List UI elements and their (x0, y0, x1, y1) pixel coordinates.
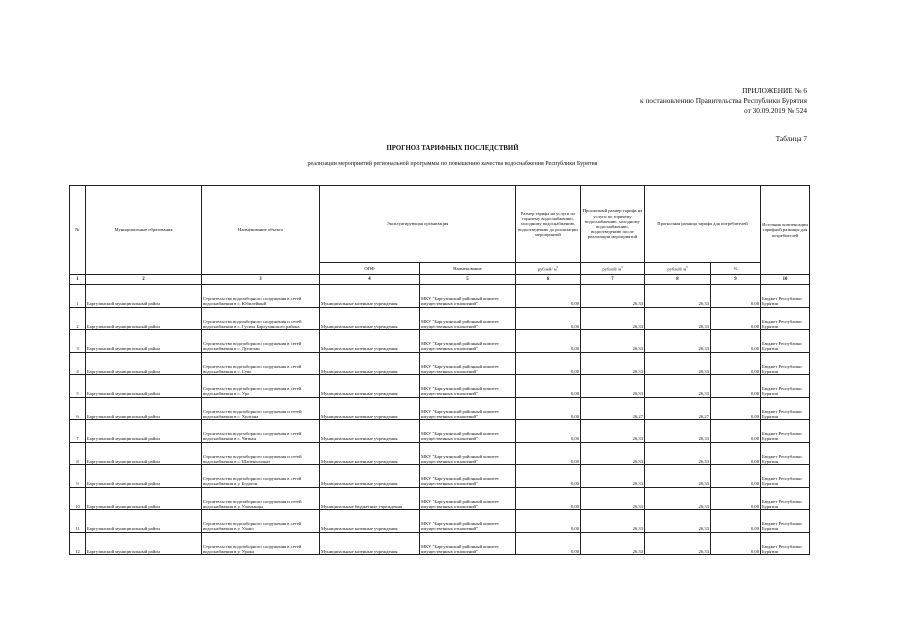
row-compensation: Бюджет Республики Бурятия (761, 532, 810, 555)
row-operator-name: МКУ "Баргузинский районный комитет имущественных отношений" (420, 510, 516, 533)
column-number: 4 (320, 275, 420, 285)
unit-text: рублей/ м (602, 266, 622, 272)
row-compensation: Бюджет Республики Бурятия (761, 442, 810, 465)
row-tariff-before: 0,00 (516, 420, 581, 443)
header-compensation: Источник компенсации тарифной разницы для потребителей (761, 186, 810, 275)
row-number: 1 (70, 285, 86, 308)
row-object: Строительство водозаборного сооружения в сетей водоснабжения в с. Читкан (202, 420, 320, 443)
appendix-header (640, 86, 807, 116)
row-operator-name: МКУ "Баргузинский районный комитет имущественных отношений" (420, 352, 516, 375)
row-tariff-growth: 26,33 (645, 375, 711, 398)
column-number: 1 (70, 275, 86, 285)
row-compensation: Бюджет Республики Бурятия (761, 375, 810, 398)
table-row (70, 465, 810, 488)
row-object: Строительство водозаборного сооружения в сетей водоснабжения в с. Душелан (202, 330, 320, 353)
row-opf: Муниципальные казенные учреждения (320, 510, 420, 533)
table-row (70, 397, 810, 420)
table-row (70, 307, 810, 330)
row-tariff-after: 26,33 (581, 375, 645, 398)
row-compensation: Бюджет Республики Бурятия (761, 352, 810, 375)
row-tariff-after: 26,33 (581, 442, 645, 465)
header-unit-pct: % (711, 263, 761, 275)
column-number: 7 (581, 275, 645, 285)
row-tariff-pct: 0,00 (711, 420, 761, 443)
appendix-line-3: от 30.09.2019 № 524 (744, 106, 807, 115)
row-operator-name: МКУ "Баргузинский районный комитет имущественных отношений" (420, 375, 516, 398)
row-operator-name: МКУ "Баргузинский районный комитет имущественных отношений" (420, 330, 516, 353)
row-tariff-growth: 26,33 (645, 487, 711, 510)
row-compensation: Бюджет Республики Бурятия (761, 465, 810, 488)
row-municipality: Баргузинский муниципальный район (86, 397, 202, 420)
row-tariff-growth: 26,33 (645, 465, 711, 488)
row-opf: Муниципальные казенные учреждения (320, 307, 420, 330)
row-municipality: Баргузинский муниципальный район (86, 375, 202, 398)
row-tariff-growth: 26,33 (645, 352, 711, 375)
column-number: 9 (711, 275, 761, 285)
row-tariff-before: 0,00 (516, 352, 581, 375)
row-tariff-pct: 0,00 (711, 352, 761, 375)
header-unit-1 (516, 263, 581, 275)
row-tariff-before: 0,00 (516, 330, 581, 353)
row-operator-name: МКУ "Баргузинский районный комитет имущественных отношений" (420, 397, 516, 420)
row-tariff-after: 26,33 (581, 330, 645, 353)
row-tariff-after: 26,33 (581, 352, 645, 375)
row-tariff-pct: 0,00 (711, 510, 761, 533)
row-tariff-before: 0,00 (516, 375, 581, 398)
unit-sup: 3 (621, 265, 623, 270)
row-compensation: Бюджет Республики Бурятия (761, 307, 810, 330)
row-number: 7 (70, 420, 86, 443)
header-operator: Эксплуатирующая организация (320, 186, 516, 263)
row-number: 12 (70, 532, 86, 555)
row-compensation: Бюджет Республики Бурятия (761, 397, 810, 420)
document-title: ПРОГНОЗ ТАРИФНЫХ ПОСЛЕДСТВИЙ (386, 145, 519, 152)
row-municipality: Баргузинский муниципальный район (86, 442, 202, 465)
row-tariff-growth: 26,33 (645, 307, 711, 330)
row-tariff-before: 0,00 (516, 442, 581, 465)
row-number: 2 (70, 307, 86, 330)
row-opf: Муниципальные казенные учреждения (320, 465, 420, 488)
row-tariff-after: 26,33 (581, 465, 645, 488)
row-tariff-pct: 0,00 (711, 330, 761, 353)
row-tariff-pct: 0,00 (711, 532, 761, 555)
unit-sup: 3 (686, 265, 688, 270)
row-operator-name: МКУ "Баргузинский районный комитет имущественных отношений" (420, 487, 516, 510)
row-municipality: Баргузинский муниципальный район (86, 465, 202, 488)
row-opf: Муниципальные казенные учреждения (320, 330, 420, 353)
row-tariff-before: 0,00 (516, 532, 581, 555)
row-tariff-before: 0,00 (516, 285, 581, 308)
row-opf: Муниципальные казенные учреждения (320, 397, 420, 420)
row-municipality: Баргузинский муниципальный район (86, 330, 202, 353)
row-number: 9 (70, 465, 86, 488)
row-tariff-pct: 0,00 (711, 442, 761, 465)
column-number: 2 (86, 275, 202, 285)
row-tariff-pct: 0,00 (711, 307, 761, 330)
row-tariff-pct: 0,00 (711, 487, 761, 510)
row-tariff-pct: 0,00 (711, 375, 761, 398)
row-opf: Муниципальные казенные учреждения (320, 442, 420, 465)
row-municipality: Баргузинский муниципальный район (86, 510, 202, 533)
row-object: Строительство водозаборного сооружения в сетей водоснабжения в у. Улоно (202, 510, 320, 533)
row-object: Строительство водозаборного сооружения в сетей водоснабжения в с. Уро (202, 375, 320, 398)
row-tariff-growth: 26,33 (645, 330, 711, 353)
row-tariff-after: 26,33 (581, 307, 645, 330)
row-tariff-before: 0,00 (516, 307, 581, 330)
row-compensation: Бюджет Республики Бурятия (761, 420, 810, 443)
row-number: 6 (70, 397, 86, 420)
row-opf: Муниципальные казенные учреждения (320, 352, 420, 375)
header-tariff-before: Размер тарифа на услуги по горячему водоснабжению, холодному водоснабжению, водоотведению до реализации мероприятий (516, 186, 581, 263)
table-row (70, 285, 810, 308)
header-unit-3 (645, 263, 711, 275)
row-opf: Муниципальные казенные учреждения (320, 285, 420, 308)
row-object: Строительство водозаборного сооружения и сетей водоснабжения в с. Хилгана (202, 397, 320, 420)
row-object: Строительство водозаборного сооружения и сетей водоснабжения в у. Уляхчанцы (202, 487, 320, 510)
column-number: 3 (202, 275, 320, 285)
row-tariff-growth: 26,33 (645, 442, 711, 465)
table-row (70, 510, 810, 533)
row-tariff-pct: 0,00 (711, 397, 761, 420)
row-operator-name: МКУ "Баргузинский районный комитет имущественных отношений" (420, 307, 516, 330)
row-operator-name: МКУ "Баргузинский районный комитет имущественных отношений" (420, 420, 516, 443)
row-tariff-after: 26,33 (581, 420, 645, 443)
header-num: № (70, 186, 86, 275)
header-tariff-after: Прогнозный размер тарифа на услуги по горячему водоснабжению, холодному водоснабжению, водоотведению после реализации мероприятий (581, 186, 645, 263)
row-tariff-before: 0,00 (516, 465, 581, 488)
row-object: Строительство водозаборного сооружения в сетей водоснабжения в с. Юбилейный (202, 285, 320, 308)
row-number: 8 (70, 442, 86, 465)
row-tariff-growth: 26,33 (645, 420, 711, 443)
row-tariff-growth: 26,33 (645, 510, 711, 533)
row-object: Строительство водозаборного сооружения в сетей водоснабжения в у. Урожа (202, 532, 320, 555)
row-number: 5 (70, 375, 86, 398)
row-tariff-after: 26,27 (581, 397, 645, 420)
row-tariff-before: 0,00 (516, 397, 581, 420)
table-row (70, 375, 810, 398)
header-unit-2 (581, 263, 645, 275)
unit-sup: 3 (556, 265, 559, 270)
row-municipality: Баргузинский муниципальный район (86, 420, 202, 443)
row-tariff-growth: 26,33 (645, 532, 711, 555)
row-municipality: Баргузинский муниципальный район (86, 487, 202, 510)
unit-text: рублей/ м (537, 266, 557, 272)
row-opf: Муниципальные казенные учреждения (320, 420, 420, 443)
table-row (70, 330, 810, 353)
row-municipality: Баргузинский муниципальный район (86, 532, 202, 555)
header-tariff-growth: Прогнозная разница тарифа для потребителей (645, 186, 761, 263)
row-number: 3 (70, 330, 86, 353)
row-operator-name: МКУ "Баргузинский районный комитет имущественных отношений" (420, 532, 516, 555)
row-tariff-after: 26,33 (581, 487, 645, 510)
table-label: Таблица 7 (775, 134, 807, 143)
row-tariff-pct: 0,00 (711, 465, 761, 488)
table-row (70, 420, 810, 443)
row-object: Строительство водозаборного сооружения и сетей водоснабжения в с. Шапеньгилкат (202, 442, 320, 465)
table-row (70, 532, 810, 555)
column-number: 10 (761, 275, 810, 285)
header-municipality: Муниципальные образования (86, 186, 202, 275)
table-row (70, 442, 810, 465)
row-compensation: Бюджет Республики Бурятия (761, 510, 810, 533)
row-tariff-after: 26,33 (581, 532, 645, 555)
row-municipality: Баргузинский муниципальный район (86, 352, 202, 375)
row-opf: Муниципальные бюджетные учреждения (320, 487, 420, 510)
unit-text: рублей/ м (667, 266, 687, 272)
row-compensation: Бюджет Республики Бурятия (761, 285, 810, 308)
row-tariff-after: 26,33 (581, 510, 645, 533)
row-municipality: Баргузинский муниципальный район (86, 285, 202, 308)
row-compensation: Бюджет Республики Бурятия (761, 330, 810, 353)
column-number: 6 (516, 275, 581, 285)
document-subtitle: реализации мероприятий региональной программы по повышению качества водоснабжения Республики Бурятия (307, 161, 598, 167)
row-object: Строительство водозаборного сооружения и сетей водоснабжения в с. Гусиха Баргузинского района (202, 307, 320, 330)
table-row (70, 487, 810, 510)
row-tariff-pct: 0,00 (711, 285, 761, 308)
row-tariff-before: 0,00 (516, 510, 581, 533)
row-number: 11 (70, 510, 86, 533)
header-name: Наименование (420, 263, 516, 275)
row-tariff-after: 26,33 (581, 285, 645, 308)
column-number: 8 (645, 275, 711, 285)
column-number: 5 (420, 275, 516, 285)
row-municipality: Баргузинский муниципальный район (86, 307, 202, 330)
header-object: Наименование объекта (202, 186, 320, 275)
row-operator-name: МКУ "Баргузинский районный комитет имущественных отношений" (420, 285, 516, 308)
row-object: Строительство водозаборного сооружения в сетей водоснабжения в у. Бодагон (202, 465, 320, 488)
row-tariff-growth: 26,33 (645, 285, 711, 308)
row-operator-name: МКУ "Баргузинский районный комитет имущественных отношений" (420, 442, 516, 465)
row-tariff-growth: 26,27 (645, 397, 711, 420)
row-number: 4 (70, 352, 86, 375)
row-tariff-before: 0,00 (516, 487, 581, 510)
header-opf: ОПФ (320, 263, 420, 275)
row-opf: Муниципальные казенные учреждения (320, 375, 420, 398)
appendix-line-2: к постановлению Правительства Республики Бурятия (639, 96, 807, 105)
appendix-line-1: ПРИЛОЖЕНИЕ № 6 (742, 86, 807, 95)
table-row (70, 352, 810, 375)
row-compensation: Бюджет Республики Бурятия (761, 487, 810, 510)
row-opf: Муниципальные казенные учреждения (320, 532, 420, 555)
row-object: Строительство водозаборного сооружения в сетей водоснабжения в с. Суво (202, 352, 320, 375)
tariff-table (69, 185, 810, 555)
row-number: 10 (70, 487, 86, 510)
row-operator-name: МКУ "Баргузинский районный комитет имущественных отношений" (420, 465, 516, 488)
